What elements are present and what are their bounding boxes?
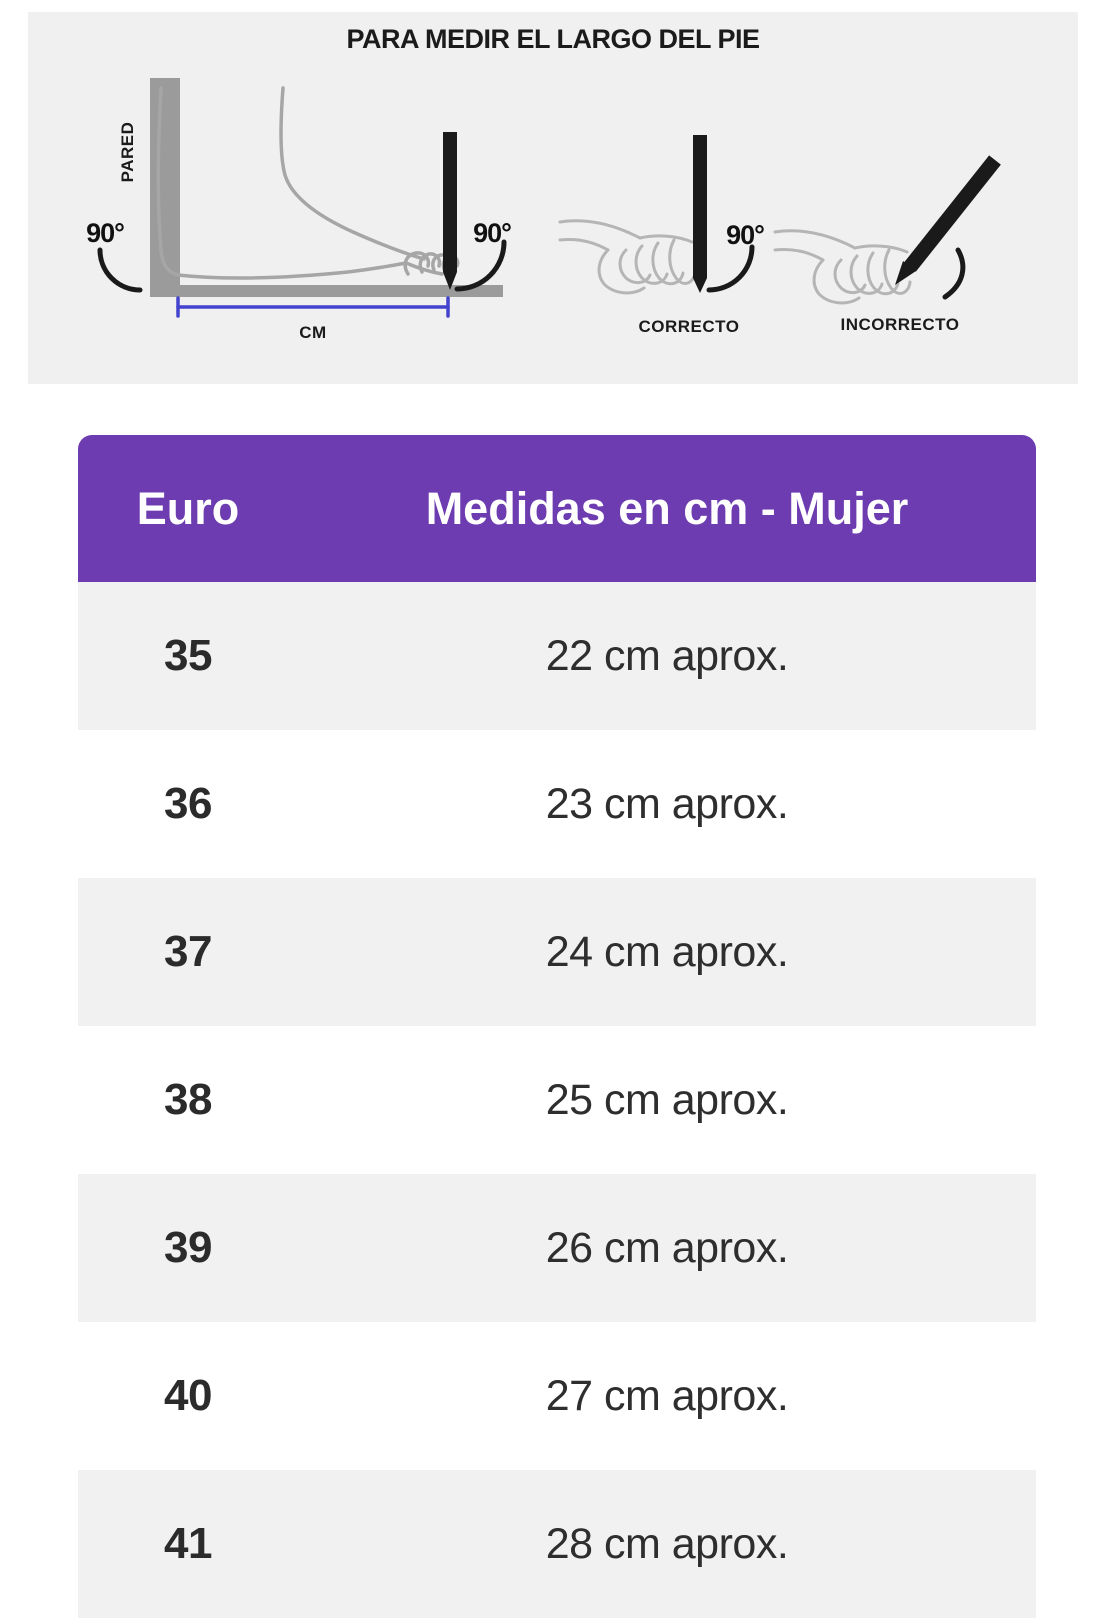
size-value: 38	[164, 1075, 212, 1124]
measure-value: 28 cm aprox.	[545, 1519, 789, 1568]
cm-measure-line	[178, 298, 448, 316]
angle-arc-incorrect	[945, 250, 963, 297]
size-value: 36	[164, 779, 212, 828]
diagram-title: PARA MEDIR EL LARGO DEL PIE	[346, 24, 760, 54]
table-row	[78, 1174, 1036, 1322]
measuring-diagram	[28, 12, 1078, 384]
table-row	[78, 1026, 1036, 1174]
measuring-instructions-panel	[28, 12, 1078, 384]
measure-value: 24 cm aprox.	[545, 927, 789, 976]
header-euro: Euro	[136, 482, 240, 534]
angle-label-left: 90°	[86, 218, 124, 248]
pencil-incorrect-icon	[895, 160, 995, 285]
angle-label-correct: 90°	[726, 220, 764, 250]
measure-value: 25 cm aprox.	[545, 1075, 789, 1124]
incorrect-label: INCORRECTO	[840, 315, 960, 334]
angle-arc-correct	[709, 247, 752, 290]
correct-label: CORRECTO	[638, 317, 740, 336]
hand-correct-icon	[560, 221, 695, 293]
measure-value: 26 cm aprox.	[545, 1223, 789, 1272]
table-row	[78, 730, 1036, 878]
size-value: 41	[164, 1519, 212, 1568]
angle-label-pencil: 90°	[473, 218, 511, 248]
size-table	[78, 435, 1036, 1618]
size-value: 37	[164, 927, 212, 976]
cm-label: CM	[299, 323, 327, 342]
hand-incorrect-icon	[775, 231, 910, 303]
size-value: 40	[164, 1371, 212, 1420]
wall-label: PARED	[118, 121, 137, 183]
pencil-correct-icon	[693, 135, 707, 293]
table-row	[78, 878, 1036, 1026]
size-table-header	[78, 435, 1036, 582]
size-value: 35	[164, 631, 212, 680]
header-measure: Medidas en cm - Mujer	[425, 482, 909, 534]
table-row	[78, 582, 1036, 730]
table-row	[78, 1470, 1036, 1618]
foot-outline	[158, 88, 457, 278]
table-row	[78, 1322, 1036, 1470]
measure-value: 22 cm aprox.	[545, 631, 789, 680]
measure-value: 27 cm aprox.	[545, 1371, 789, 1420]
angle-arc-left	[100, 250, 140, 290]
measure-value: 23 cm aprox.	[545, 779, 789, 828]
pencil-icon	[443, 132, 457, 290]
size-value: 39	[164, 1223, 212, 1272]
angle-arc-pencil	[457, 242, 504, 289]
